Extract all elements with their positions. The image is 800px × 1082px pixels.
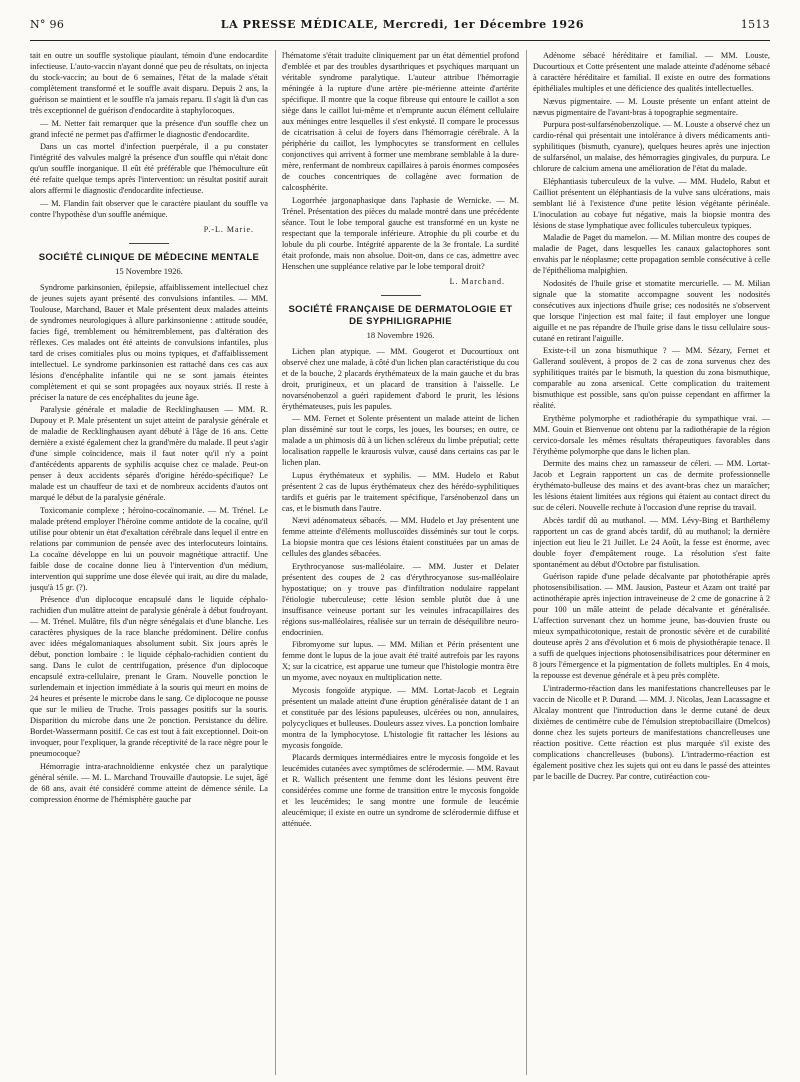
journal-title: LA PRESSE MÉDICALE, Mercredi, 1er Décembre 1926 [220,18,585,31]
issue-number: N° 96 [30,18,65,31]
paragraph: Placards dermiques intermédiaires entre le mycosis fongoïde et les leucémides cutanées avec symptômes de sclérodermie. — MM. Ravaut et R. Wallich présentent une femme dont les lésions peuvent être considérées comme une forme de transition entre le mycosis fongoïde et les leucémides; le sang montre une formule de leucémie aleucémique; il existe en outre un syndrome de sclérodermie diffuse et atténuée. [282,753,519,828]
header-rule [30,40,770,41]
paragraph: Erythrocyanose sus-malléolaire. — MM. Juster et Delater présentent des coupes de 2 cas d'érythrocyanose sus-malléolaire hypostatique; on y trouve pas d'infiltration nodulaire rappelant l'étiologie tuberculeuse; cette lésion semble plutôt due à une insuffisance veineuse portant sur les veinules infracapillaires des régions sus-malléolaires, réalisée sur un terrain de déséquilibre neuro-endocrinien. [282,561,519,637]
section-date: 15 Novembre 1926. [115,265,183,276]
paragraph: Mycosis fongoïde atypique. — MM. Lortat-Jacob et Legrain présentent un malade atteint d'une éruption généralisée datant de 1 an et constituée par des lésions papuleuses, ulcérées ou non, annulaires, polycycliques et bulleuses. Douleurs assez vives. La ponction lombaire montra de la lymphocytose. L'histologie fit rattacher les lésions au mycosis fongoïde. [282,685,519,750]
page-number: 1513 [740,18,770,31]
paragraph: Paralysie générale et maladie de Recklinghausen — MM. R. Dupouy et P. Male présentent un sujet atteint de paralysie générale et de maladie de Recklinghausen ayant débuté à l'âge de 16 ans. Cette dernière a existé également chez la grand'mère du malade. Il peut s'agir d'une simple coïncidence, mais il faut noter qu'il n'y a point d'antécédents apparents de syphilis acquise chez ce malade. Peut-on penser à deux accidents séparés d'origine hérédo-spécifique? Le malade est un chauffeur de taxi et de nombreux accidents d'autos ont marqué le début de la paralysie générale. [30,405,268,502]
column-1 [30,50,268,1075]
paragraph: Guérison rapide d'une pelade décalvante par photothérapie après photosensibilisation. — MM. Jausion, Pasteur et Azam ont traité par actinothérapie après injection intraveineuse de 2 cme de gonacrine à 2 pour 100 un mâle atteint de pelade décalvante et généralisée. L'affection survenant chez un homme jeune, bas-douvien fruste ou mieux sympathicotonique, restait de pronostic sévère et de curabilité douteuse après 2 ans d'évolution et 6 mois de physiothérapie tenace. Il a suffi de quelques injections photosensibilisatrices pour déterminer en 8 jours l'émergence et la pigmentation de follets multiples. En 4 mois, la repousse est devenue générale et à peu près complète. [533,572,770,680]
article-columns [30,50,770,1075]
section-title: SOCIÉTÉ CLINIQUE DE MÉDECINE MENTALE [38,251,260,263]
paragraph: Fibromyome sur lupus. — MM. Milian et Périn présentent une femme dont le lupus de la joue avait été traité autrefois par les rayons X; sur la cicatrice, est apparue une tumeur que l'histologie montra être un myome, avec noyaux en multiplication nette. [282,640,519,682]
paragraph: Erythème polymorphe et radiothérapie du sympathique vrai. — MM. Gouin et Bienvenue ont obtenu par la radiothérapie de la région cervico-dorsale les mêmes résultats thérapeutiques favorables dans l'érythème polymorphe que dans le lichen plan. [533,413,770,456]
paragraph: — MM. Fernet et Solente présentent un malade atteint de lichen plan disséminé sur tout le corps, les joues, les bourses; en outre, ce malade a un phimosis dû à un lichen scléreux du limbe préputial; cette localisation rappelle le kraurosis vulvæ, causé dans certains cas par le lichen plan. [282,414,519,467]
paragraph: Dans un cas mortel d'infection puerpérale, il a pu constater l'intégrité des valvules malgré la présence d'un souffle qui n'était donc qu'un souffle inorganique. Il eût été préférable que l'hémoculture eût été refaite quelque temps après l'intervention: un résultat positif aurait alors affermi le diagnostic d'endocardite infectieuse. [30,142,268,195]
paragraph: — M. Flandin fait observer que le caractère piaulant du souffle va contre l'hypothèse d'un souffle anémique. [30,198,268,219]
paragraph: tait en outre un souffle systolique piaulant, témoin d'une endocardite infectieuse. L'auto-vaccin n'ayant donné que peu de résultats, on injecta du stock-vaccin; au bout de 6 semaines, l'état de la malade s'était complètement transformé et le souffle avait disparu. Depuis 2 ans, la guérison se maintient et le souffle n'a jamais reparu. Il s'agit là d'un cas très exceptionnel de guérison d'endocardite à staphylocoques. [30,51,268,115]
paragraph: Hémorragie intra-arachnoïdienne enkystée chez un paralytique général sénile. — M. L. Marchand Trouvaille d'autopsie. Le sujet, âgé de 68 ans, avait été considéré comme atteint de démence sénile. La compression énorme de l'hémisphère gauche par [30,761,268,804]
paragraph: — M. Netter fait remarquer que la présence d'un souffle chez un grand infecté ne permet pas d'affirmer le diagnostic d'endocardite. [30,118,268,139]
signature: L. Marchand. [449,276,505,286]
paragraph: Adénome sébacé héréditaire et familial. — MM. Louste, Ducourtioux et Cotte présentent une malade atteinte d'adénome sébacé à caractère héréditaire et familial. Il existe en outre des formations épithéliales multiples et une déficience des qualités intellectuelles. [533,51,770,93]
paragraph: Purpura post-sulfarsénobenzolique. — M. Louste a observé chez un cardio-rénal qui présentait une intolérance à divers médicaments anti-syphilitiques (bismuth, cyanure), quelques heures après une injection de sulfarsénol, un malaise, des hémorragies gingivales, du purpura. Le chlorure de calcium amena une amélioration de l'état du malade. [533,120,770,173]
paragraph: l'hématome s'était traduite cliniquement par un état démentiel profond d'emblée et par des troubles dysarthriques et psychiques marquant un véritable syndrome paralytique. L'auteur attribue l'hémorragie méningée à la rupture d'une artère pie-mérienne atteinte d'artérite spécifique. Il montre que la coque fibreuse qui entoure le caillot a son siège dans le caillot lui-même et n'emprunte aucun élément cellulaire aux méninges entre lesquelles il s'est enkysté. Il compare le processus de cicatrisation à celui de foyers dans l'hémorragie cérébrale. A la périphérie du caillot, les lymphocytes se transforment en cellules conjonctives qui arrivent à former une membrane semblable à la dure-mère, renfermant de nombreux capillaires à parois énormes composées de couches concentriques de collagène avec formation de calcosphérite. [282,51,519,192]
paragraph: Lichen plan atypique. — MM. Gougerot et Ducourtioux ont observé chez une malade, à côté d'un lichen plan caractéristique du cou et de la bouche, 2 placards érythémateux de la main gauche et du bras droit, prurigineux, et un placard de transition à l'aisselle. Le novarsénobenzol a guéri rapidement d'abord le prurit, les lésions érythémateuses, puis les papules. [282,346,519,411]
paragraph: Nævus pigmentaire. — M. Louste présente un enfant atteint de nævus pigmentaire de l'avant-bras à topographie segmentaire. [533,96,770,117]
paragraph: Lupus érythémateux et syphilis. — MM. Hudelo et Rabut présentent 2 cas de lupus érythémateux chez des hérédo-syphilitiques tardifs et guéris par le traitement spécifique, l'arsénobenzol dans un cas, et le bismuth dans l'autre. [282,470,519,513]
paragraph: Toxicomanie complexe ; héroïno-cocaïnomanie. — M. Trénel. Le malade prétend employer l'héroïne comme antidote de la cocaïne, qu'il utilise pour obtenir un état d'exaltation cérébrale dans lequel il entre en relations par communion de pensée avec des interlocuteurs lointains. La cocaïne développe en lui un pouvoir magnétique attractif. Une faible dose de cocaïne donne lieu à l'intervention d'un médium, intervention qui suppríme une dose élevée qui irait, au dire du malade, jusqu'à 15 gr. (?). [30,505,268,592]
section-title: SOCIÉTÉ FRANÇAISE DE DERMATOLOGIE ET DE SYPHILIGRAPHIE [288,303,513,327]
separator [381,295,421,296]
signature: P.-L. Marie. [203,224,254,234]
column-2 [275,50,519,1075]
page-header [30,18,770,38]
paragraph: Eléphantiasis tuberculeux de la vulve. — MM. Hudelo, Rabut et Cailliot présentent un éléphantiasis de la vulve sans ulcérations, mais semblant lié à l'existence d'une petite lésion végétante périnéale. L'inoculation au cobaye fut négative, mais la biopsie montra des lésions de stase lymphatique avec follicules tuberculeux typiques. [533,176,770,230]
section-date: 18 Novembre 1926. [366,329,435,340]
paragraph: Maladie de Paget du mamelon. — M. Milian montre des coupes de maladie de Paget, dans lesquelles les canaux galactophores sont envahis par le néoplasme; cette propagation semble consécutive à celle de l'épithélioma malpighien. [533,233,770,275]
paragraph: L'intradermo-réaction dans les manifestations chancrelleuses par le vaccin de Nicolle et P. Durand. — MM. J. Nicolas, Jean Lacassagne et Alcalay montrent que l'introduction dans le derme cutané de deux dixièmes de centimètre cube de l'émulsion streptobacillaire (Dmelcos) donne chez les sujets porteurs de manifestations chancrelleuses une réaction positive. Cette réaction est plus marquée s'il existe des complications chancrelleuses (bubons). L'intradermo-réaction est également positive chez les sujets qui ont eu dans le passé des atteintes par le bacille de Ducrey. Par contre, cutiréaction cou- [533,683,770,781]
paragraph: Syndrome parkinsonien, épilepsie, affaiblissement intellectuel chez de jeunes sujets ayant présenté des convulsions infantiles. — MM. Toulouse, Marchand, Bauer et Male présentent deux malades atteints de syndromes neurologiques à allure parkinsonienne : attitude soudée, facies figé, tremblement ou hémitremblement, pas d'altération des réflexes. Ces malades ont été atteints de convulsions infantiles, plus tard de crises comitiales plus ou moins typiques, et d'affaiblissement intellectuel. Le syndrome parkinsonien est rattaché dans ces cas aux lésions d'encéphalite infantile qui ne se sont jamais éteintes complètement et qui se sont propagées aux noyaux striés. Il reste à préciser la nature de ces encéphalites du jeune âge. [30,282,268,402]
paragraph: Abcès tardif dû au muthanol. — MM. Lévy-Bing et Barthélemy rapportent un cas de grand abcès tardif, dû au muthanol; la dernière injection eut lieu le 21 Juillet. Le 24 Août, la fesse est énorme, avec double foyer d'empâtement rouge. La résolution s'est faite spontanément au début d'Octobre par fistulisation. [533,515,770,569]
paragraph: Nævi adénomateux sébacés. — MM. Hudelo et Jay présentent une femme atteinte d'éléments molluscoïdes disséminés sur tout le corps. La biopsie montra que ces lésions étaient constituées par un amas de cellules des glandes sébacées. [282,516,519,558]
column-3 [526,50,770,1075]
paragraph: Nodosités de l'huile grise et stomatite mercurielle. — M. Milian signale que la stomatite accompagne souvent les nodosités consécutives aux injections d'huile grise; ces nodosités ne s'observent que lorsque l'injection est mal faite; il faut employer une longue aiguille et ne pas répandre de l'huile grise dans le tissu cellulaire sous-cutané en retirant l'aiguille. [533,278,770,343]
separator [129,243,169,244]
paragraph: Présence d'un diplocoque encapsulé dans le liquide céphalo-rachidien d'un mulâtre atteint de paralysie générale à début foudroyant. — M. Trénel. Mulâtre, fils d'un nègre sénégalais et d'une blanche. Les caractères physiques de la race blanche prédominent. Délire confus avec idées mégalomaniaques absolument subit. Six jours après le début, ponction lombaire : le liquide céphalo-rachidien contient du sang. Dans le culot de centrifugation, présence d'un diplocoque encapsulé extra-cellulaire, prenant le Gram. Nouvelle ponction le surlendemain et injection immédiate à la souris qui meurt en moins de 24 heures et présente le microbe dans le sang. Ce diplocoque ne pousse que sur le milieu de Truche. Trois passages positifs sur la souris. Disparition du microbe dans une 2e ponction. Persistance du délire. Bordet-Wassermann positif. Ce cas est tout à fait exceptionnel. Doit-on invoquer, pour l'expliquer, la grande réceptivité de la race nègre pour le pneumocoque? [30,595,268,758]
paragraph: Logorrhée jargonaphasique dans l'aphasie de Wernicke. — M. Trénel. Présentation des pièces du malade montré dans une précédente séance. Tout le lobe temporal gauche est transformé en un kyste ne respectant que la temporale inférieure. Atrophie du pli courbe et du lobule du pli courbe. Intégrité apparente de la 3e frontale. La surdité était profonde, mais non absolue. Doit-on, dans ce cas, admettre avec Henschen une suppléance relative par le lobe temporal droit? [282,195,519,271]
paragraph: Dermite des mains chez un ramasseur de céleri. — MM. Lortat-Jacob et Legrain rapportent un cas de dermite professionnelle érythémato-bulleuse des mains et des avant-bras chez un maraîcher; les lésions étaient limitées aux régions qui étaient au contact direct du suc de céleri. Nouvelle rechute à l'occasion d'une reprise du travail. [533,459,770,512]
paragraph: Existe-t-il un zona bismuthique ? — MM. Sézary, Fernet et Gallerand soulèvent, à propos de 2 cas de zona survenus chez des syphilitiques traités par le bismuth, la question du zona bismuthique, comparable au zona arsenical. Cette complication du traitement bismuthique est possible, sans qu'on puisse cependant en affirmer la réalité. [533,346,770,410]
